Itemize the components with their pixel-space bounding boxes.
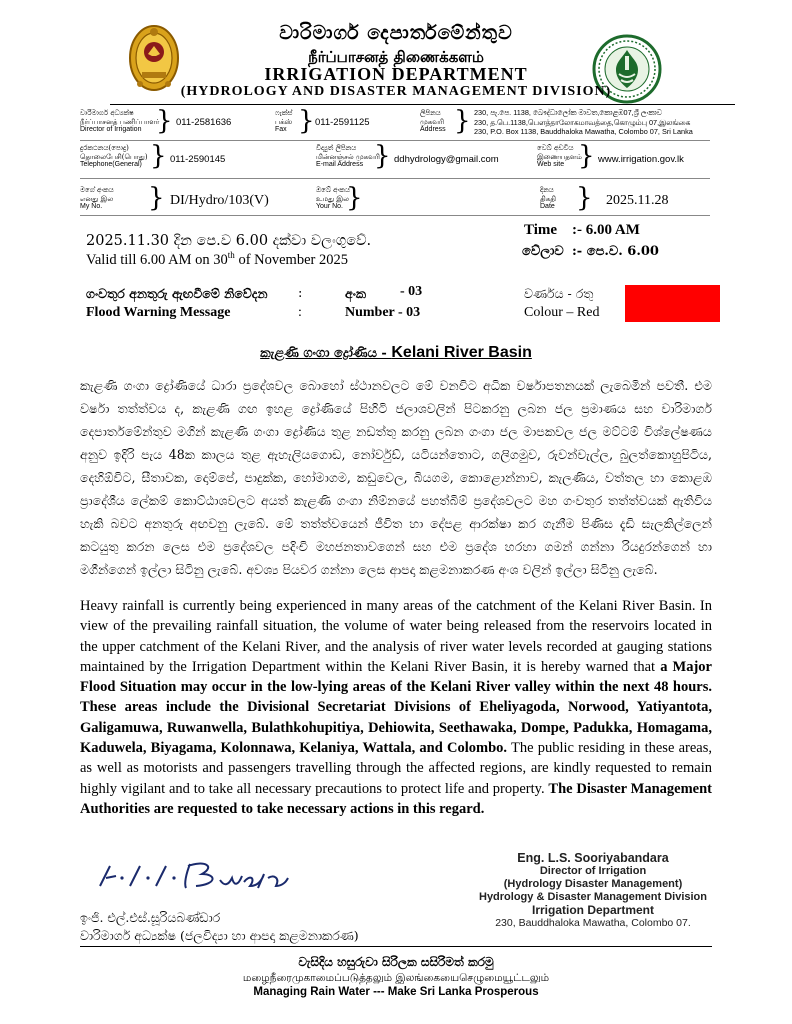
motto-tamil: மழைநீரைமுகாமைப்படுத்தலும் இலங்கையைசெழுமையூட்டலும்	[242, 972, 550, 984]
motto-english: Managing Rain Water --- Make Sri Lanka Prosperous	[253, 986, 539, 998]
flood-warning-label-sinhala: ගංවතුර අනතුරු ඇඟවීමේ නිවේදන	[86, 286, 268, 301]
colour-label-sinhala: වර්ණය - රතු	[524, 286, 594, 301]
fax-value: 011-2591125	[315, 117, 370, 128]
header-divider	[110, 104, 735, 105]
department-title-sinhala: වාරිමාර්ග දෙපාර්තමේන්තුව	[279, 22, 513, 44]
address-label: ලිපිනය முகவரி Address	[420, 109, 446, 133]
time-value-english: :- 6.00 AM	[572, 222, 640, 238]
telephone-value: 011-2590145	[170, 154, 226, 165]
date-brace: }	[576, 183, 593, 213]
number-value-sinhala: - 03	[400, 284, 423, 299]
handwritten-signature	[92, 856, 292, 896]
website-label: වෙබ් අඩවිය இணையதளம் Web site	[537, 144, 582, 168]
motto-sinhala: වැසිදිය හසුරුවා සිරිලක සසිරිමත් කරමු	[298, 955, 494, 969]
director-phone: 011-2581636	[176, 117, 232, 128]
fax-brace: }	[298, 106, 315, 136]
time-value-sinhala: :- පෙ.ව. 6.00	[572, 244, 659, 259]
date-label: දිනය திகதி Date	[540, 186, 556, 210]
valid-until-sinhala: 2025.11.30 දින පෙ.ව 6.00 දක්වා වලංගුවේ.	[86, 233, 372, 249]
telephone-brace: }	[150, 141, 167, 171]
your-number-brace: }	[346, 183, 363, 213]
footer-divider	[80, 946, 712, 947]
your-number-label: ඔබේ අංකය உமது இல Your No.	[316, 186, 350, 210]
valid-until-english: Valid till 6.00 AM on 30th of November 2025	[86, 250, 348, 268]
fax-label: ෆැක්ස් பக்ஸ் Fax	[275, 109, 293, 133]
number-label-sinhala: අංක	[345, 286, 367, 301]
warning-paragraph-english: Heavy rainfall is currently being experienced in many areas of the catchment of the Kelani River Basin. In view of the prevailing rainfall situation, the volume of water being released from the reservoirs located in the upper catchment of the Kelani River, and the analysis of river water levels recorded at gauging stations maintained by the Irrigation Department within the Kelani River Basin, it is hereby warned that a Major Flood Situation may occur in the low-lying areas of the Kelani River valley within the next 48 hours. These areas include the Divisional Secretariat Divisions of Eheliyagoda, Norwood, Yatiyantota, Galigamuwa, Ruwanwella, Bulathkohupitiya, Dehiowita, Seethawaka, Dompe, Padukka, Homagama, Kaduwela, Biyagama, Kolonnawa, Kelaniya, Wattala, and Colombo. The public residing in these areas, as well as motorists and passengers travelling through the affected regions, are kindly requested to remain highly vigilant and to take all necessary precautions to protect life and property. The Disaster Management Authorities are requested to take necessary actions in this regard.	[80, 598, 713, 817]
contact-divider-2	[80, 178, 710, 179]
date-value: 2025.11.28	[606, 193, 669, 208]
email-brace: }	[374, 141, 391, 171]
basin-title: කැළණි ගංගා ද්‍රෝණිය - Kelani River Basin	[260, 344, 532, 361]
address-value: 230, පැ.පෙ. 1138, බෞද්ධාලෝක මාවත,කොළඹ07,ශ්‍රී ලංකාව 230, த.பெ.1138,பௌத்தாலோகமாவத்தை,கொழும்பு 07,இலங்கை 230, P.O. Box 1138, Bauddhaloka Mawatha, Colombo 07, Sri Lanka	[474, 108, 693, 136]
official-stamp: Eng. L.S. Sooriyabandara Director of Irrigation (Hydrology Disaster Management) Hydrology & Disaster Management Division Irrigation Department 230, Bauddhaloka Mawatha, Colombo 07.	[479, 851, 707, 929]
reference-divider	[80, 215, 710, 216]
contact-divider-1	[80, 140, 710, 141]
website-value[interactable]: www.irrigation.gov.lk	[598, 154, 684, 165]
telephone-label: දුරකථනය(පොදු) தொலைபேசி(பொது) Telephone(General)	[80, 144, 148, 168]
colour-label-english: Colour – Red	[524, 305, 600, 320]
my-number-brace: }	[148, 183, 165, 213]
email-value[interactable]: ddhydrology@gmail.com	[394, 154, 499, 165]
website-brace: }	[578, 141, 595, 171]
email-label: විද්‍යුත් ලිපිනය மின்னஞ்சல் முகவரி E-mail Address	[316, 144, 380, 168]
signatory-title-sinhala: වාරිමාර්ග අධ්‍යක්ෂ (ජලවිද්‍යා හා ආපදා කළමනාකරණ)	[80, 928, 359, 943]
department-title-english: IRRIGATION DEPARTMENT	[264, 64, 528, 84]
warning-paragraph-sinhala: කැළණි ගංගා ද්‍රෝණියේ ධාරා ප්‍රදේශවල බොහෝ ස්ථානවලට මේ වනවිට අධික වර්ෂාපතනයක් ලැබෙමින් පවතී. එම වර්ෂා තත්ත්වය ද, කැළණි ගඟ ඉහළ ද්‍රෝණියේ පිහිටි ජලාශවලින් පිටකරනු ලබන ජල ප්‍රමාණය සහ වාරිමාර්ග දෙපාර්තමේන්තුව මගින් කැළණි ගංගා ද්‍රෝණිය තුළ නඩත්තු කරනු ලබන ගංගා ජල මාපකවල ජල මට්ටම් විශ්ලේෂණය අනුව ඉදිරි පැය 48ක කාලය තුළ ඇහැලියගොඩ, නෝර්වුඩ්, යටියන්තොට, ගලිගමුව, රුවන්වැල්ල, බුලත්කොහුපිටිය, දෙහිඕවිට, සීතාවක, දොම්පේ, පාදුක්ක, හෝමාගම, කඩුවෙල, බියගම, කොළොන්නාව, කැලණිය, වත්තල හා කොළඹ ප්‍රාදේශීය ලේකම් කොට්ඨාශවලට අයත් කැළණි ගංගා නිම්නයේ පහත්බිම් ප්‍රදේශවලට මහ ගංවතුර තත්ත්වයක් ඇතිවිය හැකි බවට අනතුරු අඟවනු ලැබේ. මේ තත්ත්වයෙන් ජීවිත හා දේපළ ආරක්ෂා කර ගැනීම පිණිස දැඩි සැලකිල්ලෙන් කටයුතු කරන ලෙස එම ප්‍රදේශවල පදිංචි මහජනතාවගෙන් සහ එම ප්‍රදේශ හරහා ගමන් ගන්නා රියදුරන්ගෙන් හා මගීන්ගෙන් ඉල්ලා සිටිනු ලැබේ. අවශ්‍ය පියවර ගන්නා ලෙස ආපදා කළමනාකරණ අංශ වලින් ඉල්ලා සිටිනු ලැබේ.	[80, 378, 712, 577]
director-label: වාරිමාර්ග අධ්‍යක්ෂ நீர்ப்பாசனத் பணிப்பாளர் Director of Irrigation	[80, 109, 160, 133]
flood-warning-label-english: Flood Warning Message	[86, 305, 231, 320]
colon-english: :	[298, 305, 302, 320]
department-subtitle: (HYDROLOGY AND DISASTER MANAGEMENT DIVISION)	[180, 84, 612, 99]
my-number-label: මගේ අංකය எனது இல My No.	[80, 186, 114, 210]
warning-colour-swatch	[625, 285, 720, 322]
my-number-value: DI/Hydro/103(V)	[170, 193, 269, 208]
number-english: Number - 03	[345, 305, 421, 320]
time-label-english: Time	[524, 222, 558, 238]
colon-sinhala: :	[298, 286, 303, 301]
department-title-tamil: நீர்ப்பாசனத் திணைக்களம்	[308, 48, 484, 66]
signatory-name-sinhala: ඉංජි. එල්.එස්.සූරියබණ්ඩාර	[80, 910, 221, 925]
director-brace: }	[156, 106, 173, 136]
time-label-sinhala: වේලාව	[522, 244, 564, 259]
address-brace: }	[454, 106, 471, 136]
